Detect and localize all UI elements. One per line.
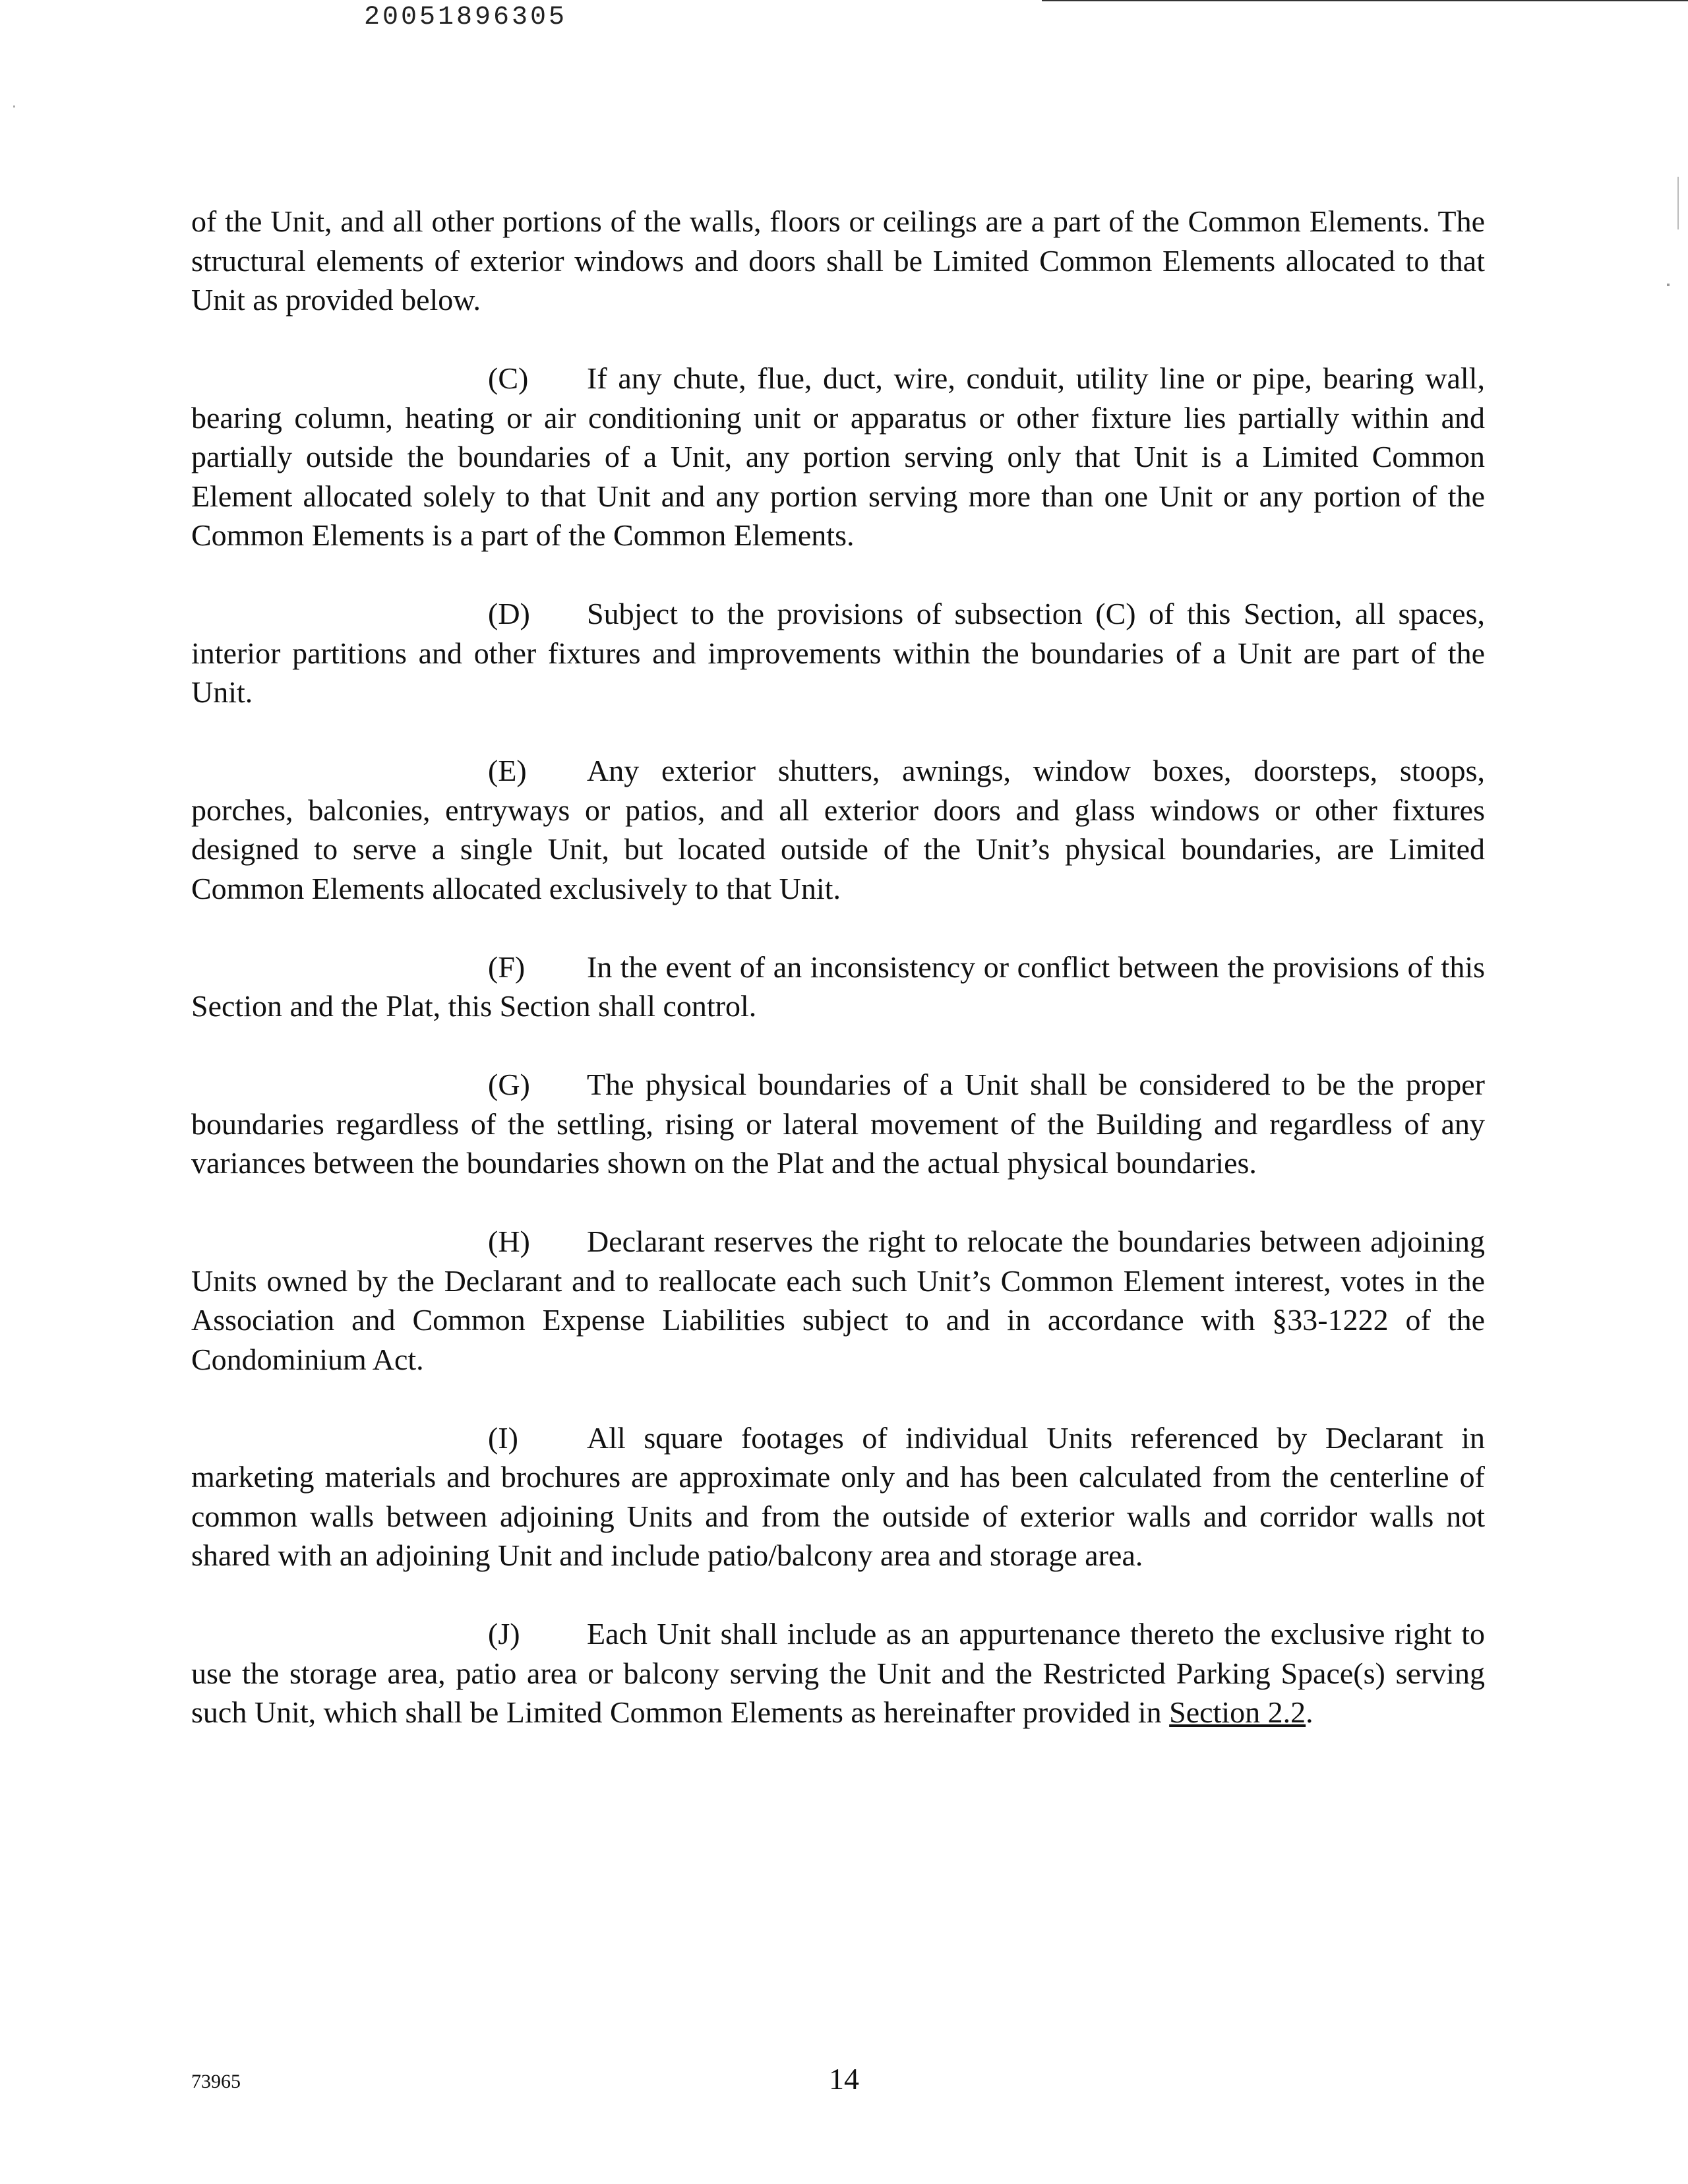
subsection-text: In the event of an inconsistency or conflict between the provisions of this Section and the Plat, this Section shall control. — [191, 950, 1485, 1023]
subsection-h — [191, 1222, 1485, 1379]
subsection-label: (D) — [488, 597, 530, 630]
intro-paragraph: of the Unit, and all other portions of the walls, floors or ceilings are a part of the Common Elements. The structural elements of exterior windows and doors shall be Limited Common Elements allocated to that Unit as provided below. — [191, 204, 1485, 317]
subsection-text: Any exterior shutters, awnings, window boxes, doorsteps, stoops, porches, balconies, entryways or patios, and all exterior doors and glass windows or other fixtures designed to serve a single Unit, but located outside of the Unit’s physical boundaries, are Limited Common Elements allocated exclusively to that Unit. — [191, 754, 1485, 905]
margin-mark — [1677, 177, 1679, 229]
subsection-j — [191, 1614, 1485, 1732]
subsection-label: (E) — [488, 754, 527, 787]
subsection-text: If any chute, flue, duct, wire, conduit, utility line or pipe, bearing wall, bearing column, heating or air conditioning unit or apparatus or other fixture lies partially within and partially outside the boundaries of a Unit, any portion serving only that Unit is a Limited Common Element allocated solely to that Unit and any portion serving more than one Unit or any portion of the Common Elements is a part of the Common Elements. — [191, 361, 1485, 552]
subsection-text: Declarant reserves the right to relocate the boundaries between adjoining Units owned by the Declarant and to reallocate each such Unit’s Common Element interest, votes in the Association and Common Expense Liabilities subject to and in accordance with §33-1222 of the Condominium Act. — [191, 1225, 1485, 1376]
subsection-e — [191, 751, 1485, 908]
subsection-g — [191, 1065, 1485, 1183]
subsection-i — [191, 1418, 1485, 1575]
subsection-text: Each Unit shall include as an appurtenance thereto the exclusive right to use the storage area, patio area or balcony serving the Unit and the Restricted Parking Space(s) serving such Unit, which shall be Limited Common Elements as hereinafter provided in — [191, 1617, 1485, 1729]
subsection-f — [191, 948, 1485, 1026]
subsection-label: (H) — [488, 1225, 530, 1258]
document-body — [191, 202, 1485, 1771]
subsection-label: (G) — [488, 1068, 530, 1101]
document-number: 20051896305 — [363, 3, 568, 32]
subsection-label: (C) — [488, 361, 529, 395]
footer-document-id: 73965 — [191, 2071, 241, 2092]
subsection-c — [191, 359, 1485, 555]
subsection-trailing-punctuation: . — [1306, 1695, 1313, 1729]
section-reference-link: Section 2.2 — [1169, 1695, 1306, 1729]
left-margin-speck — [13, 106, 15, 107]
subsection-d — [191, 594, 1485, 712]
subsection-label: (J) — [488, 1617, 520, 1651]
header-rule — [1042, 0, 1688, 1]
margin-speck — [1667, 284, 1670, 286]
subsection-text: Subject to the provisions of subsection (C) of this Section, all spaces, interior partitions and other fixtures and improvements within the boundaries of a Unit are part of the Unit. — [191, 597, 1485, 709]
subsection-label: (I) — [488, 1420, 518, 1455]
subsection-text: The physical boundaries of a Unit shall be considered to be the proper boundaries regardless of the settling, rising or lateral movement of the Building and regardless of any variances between the boundaries shown on the Plat and the actual physical boundaries. — [191, 1068, 1485, 1180]
subsection-text: All square footages of individual Units referenced by Declarant in marketing materials and brochures are approximate only and has been calculated from the centerline of common walls between adjoining Units and from the outside of exterior walls and corridor walls not shared with an adjoining Unit and include patio/balcony area and storage area. — [191, 1420, 1485, 1572]
page-number: 14 — [829, 2062, 859, 2096]
subsection-label: (F) — [488, 950, 526, 984]
